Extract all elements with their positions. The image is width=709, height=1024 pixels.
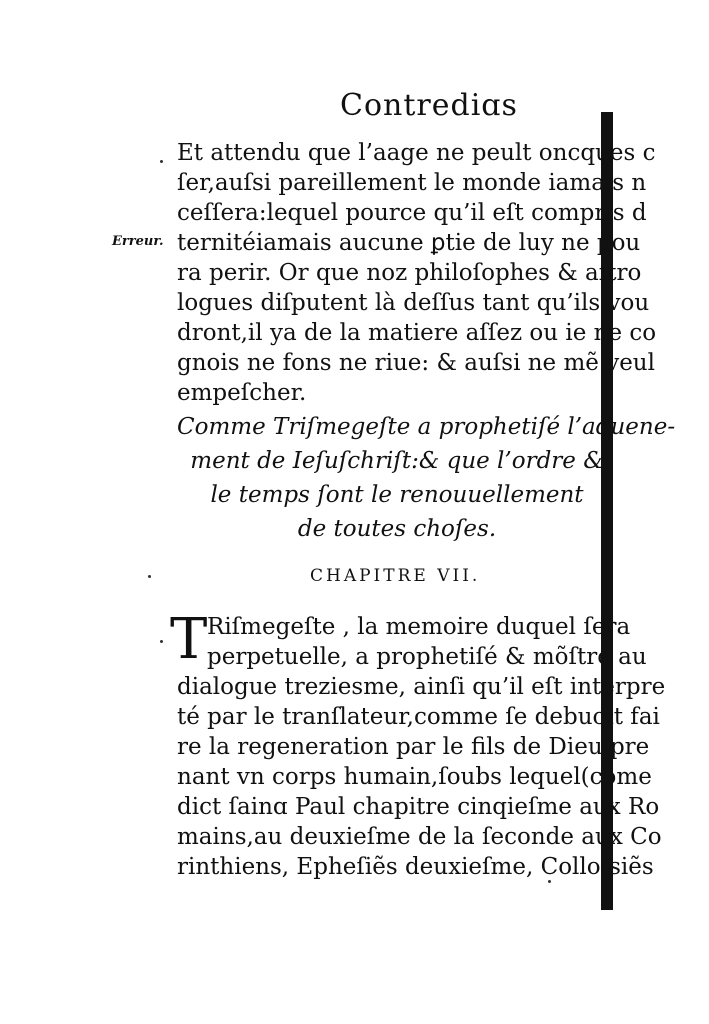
paragraph2-line-5: re la regeneration par le fils de Dieu pre: [177, 734, 650, 760]
section-heading-line-2: ment de Ieſuſchriſt:& que l’ordre &: [190, 448, 604, 474]
paragraph1-line-6: logues diſputent là deſſus tant qu’ils vou: [177, 290, 650, 316]
print-speck: [160, 640, 163, 643]
paragraph1-line-4: ternitéiamais aucune ꝑtie de luy ne pou: [177, 230, 641, 256]
print-speck: [148, 575, 151, 578]
paragraph2-line-4: té par le tranſlateur,comme ſe debuoit fai: [177, 704, 660, 730]
paragraph1-line-7: dront,il ya de la matiere aſſez ou ie ne co: [177, 320, 657, 346]
section-heading-line-3: le temps ſont le renouuellement: [210, 482, 584, 508]
paragraph2-line-8: mains,au deuxieſme de la ſeconde aux Co: [177, 824, 662, 850]
paragraph2-line-7: dict ſainɑ Paul chapitre cinqieſme aux Ro: [177, 794, 660, 820]
margin-note: Erreur.: [112, 234, 164, 249]
section-heading-line-1: Comme Triſmegeſte a prophetiſé l’aduene-: [177, 414, 676, 440]
paragraph2-line-6: nant vn corps humain,ſoubs lequel(côme: [177, 764, 652, 790]
paragraph1-line-5: ra perir. Or que noz philoſophes & aſtro: [177, 260, 642, 286]
paragraph2-line-2: perpetuelle, a prophetiſé & mõſtré au: [207, 644, 647, 670]
paragraph2-line-9: rinthiens, Epheſiẽs deuxieſme, Colloſsiẽs: [177, 854, 654, 880]
print-speck: [548, 880, 551, 883]
paragraph2-line-3: dialogue treziesme, ainſi qu’il eſt interpre: [177, 674, 666, 700]
section-heading-line-4: de toutes choſes.: [297, 516, 497, 542]
chapter-heading: CHAPITRE VII.: [310, 566, 481, 586]
paragraph1-line-9: empeſcher.: [177, 380, 307, 406]
paragraph2-line-1: Riſmegeſte , la memoire duquel ſera: [207, 614, 631, 640]
running-head: Contrediɑs: [340, 88, 518, 123]
drop-cap: T: [170, 607, 208, 672]
paragraph1-line-2: ſer,auſsi pareillement le monde iamais n: [177, 170, 647, 196]
paragraph1-line-8: gnois ne fons ne riue: & auſsi ne mẽ veul: [177, 350, 655, 376]
print-speck: [160, 160, 163, 163]
paragraph1-line-3: ceſſera:lequel pource qu’il eſt compris d: [177, 200, 647, 226]
paragraph1-line-1: Et attendu que l’aage ne peult oncques c: [177, 140, 656, 166]
